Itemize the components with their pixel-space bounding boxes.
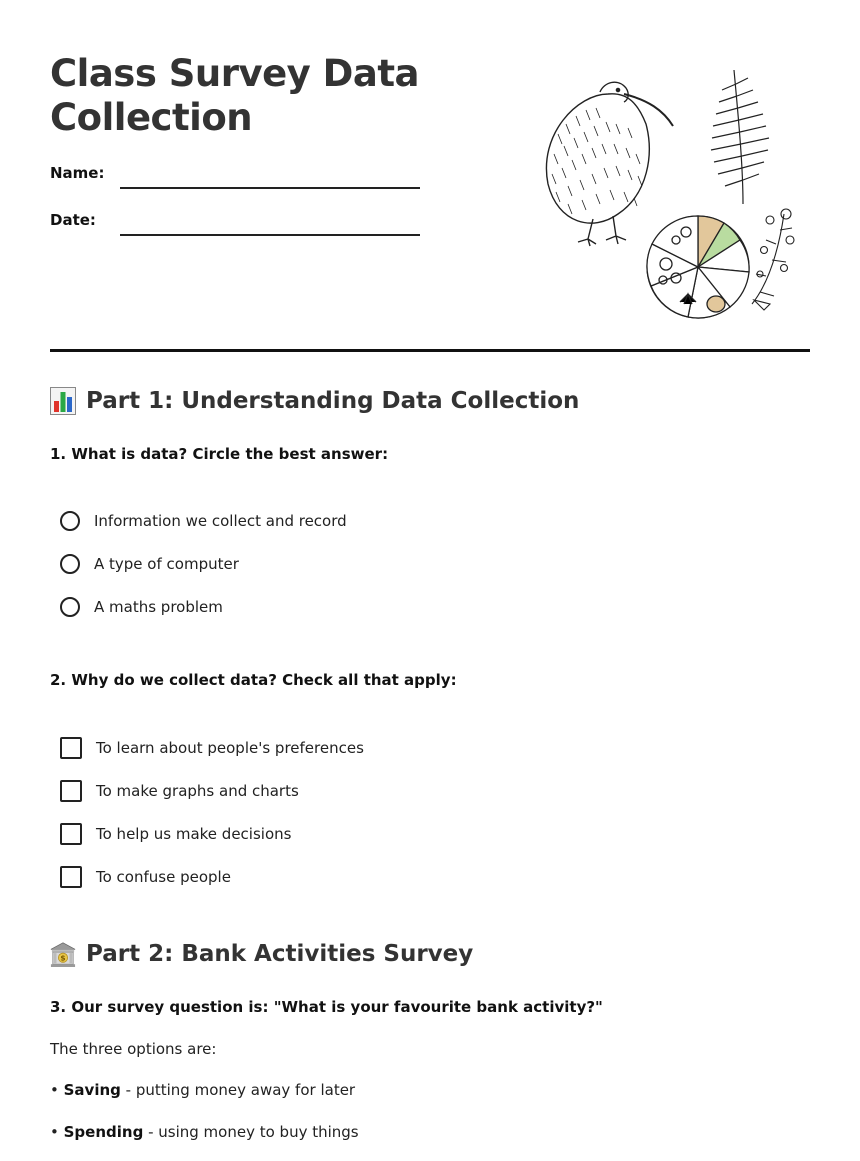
q1-option-3[interactable] <box>60 597 223 617</box>
kiwi-bird-icon <box>546 82 673 246</box>
q2-option-4-label: To confuse people <box>96 868 231 886</box>
bullet: • <box>50 1123 64 1141</box>
term-spending: Spending <box>63 1123 144 1141</box>
q1-option-2[interactable] <box>60 554 239 574</box>
checkbox[interactable] <box>60 866 82 888</box>
checkbox[interactable] <box>60 823 82 845</box>
radio-circle[interactable] <box>60 511 80 531</box>
question-3: 3. Our survey question is: "What is your favourite bank activity?" <box>50 998 603 1016</box>
date-label: Date: <box>50 211 96 229</box>
part1-title <box>50 387 579 415</box>
desc-spending: - using money to buy things <box>143 1123 359 1141</box>
name-line[interactable] <box>120 187 420 189</box>
q1-option-2-label: A type of computer <box>94 555 239 573</box>
name-label: Name: <box>50 164 105 182</box>
q2-option-1[interactable] <box>60 737 364 759</box>
bullet: • <box>50 1081 64 1099</box>
checkbox[interactable] <box>60 780 82 802</box>
q2-option-3[interactable] <box>60 823 291 845</box>
term-saving: Saving <box>63 1081 121 1099</box>
q2-option-3-label: To help us make decisions <box>96 825 292 843</box>
pie-chart-illustration <box>647 216 749 318</box>
flowering-branch-icon <box>752 209 794 310</box>
q1-option-1-label: Information we collect and record <box>94 512 347 530</box>
list-item-spending <box>50 1123 359 1141</box>
part2-title <box>50 940 473 968</box>
page-title: Class Survey Data Collection <box>50 52 420 139</box>
q2-option-2[interactable] <box>60 780 299 802</box>
options-intro: The three options are: <box>50 1040 217 1058</box>
q1-option-3-label: A maths problem <box>94 598 223 616</box>
bank-icon <box>50 940 76 968</box>
q1-option-1[interactable] <box>60 511 347 531</box>
question-2: 2. Why do we collect data? Check all that apply: <box>50 671 457 689</box>
part1-title-text: Part 1: Understanding Data Collection <box>86 388 580 414</box>
header-illustration <box>538 64 798 324</box>
header-divider <box>50 349 810 352</box>
list-item-saving <box>50 1081 355 1099</box>
svg-text:$: $ <box>60 953 66 963</box>
q2-option-4[interactable] <box>60 866 231 888</box>
desc-saving: - putting money away for later <box>120 1081 356 1099</box>
checkbox[interactable] <box>60 737 82 759</box>
part2-title-text: Part 2: Bank Activities Survey <box>86 941 474 967</box>
q2-option-1-label: To learn about people's preferences <box>96 739 364 757</box>
question-1: 1. What is data? Circle the best answer: <box>50 445 389 463</box>
fern-frond-icon <box>711 70 769 204</box>
radio-circle[interactable] <box>60 554 80 574</box>
date-line[interactable] <box>120 234 420 236</box>
radio-circle[interactable] <box>60 597 80 617</box>
bar-chart-icon <box>50 387 76 415</box>
worksheet-page <box>50 0 810 1161</box>
q2-option-2-label: To make graphs and charts <box>96 782 299 800</box>
